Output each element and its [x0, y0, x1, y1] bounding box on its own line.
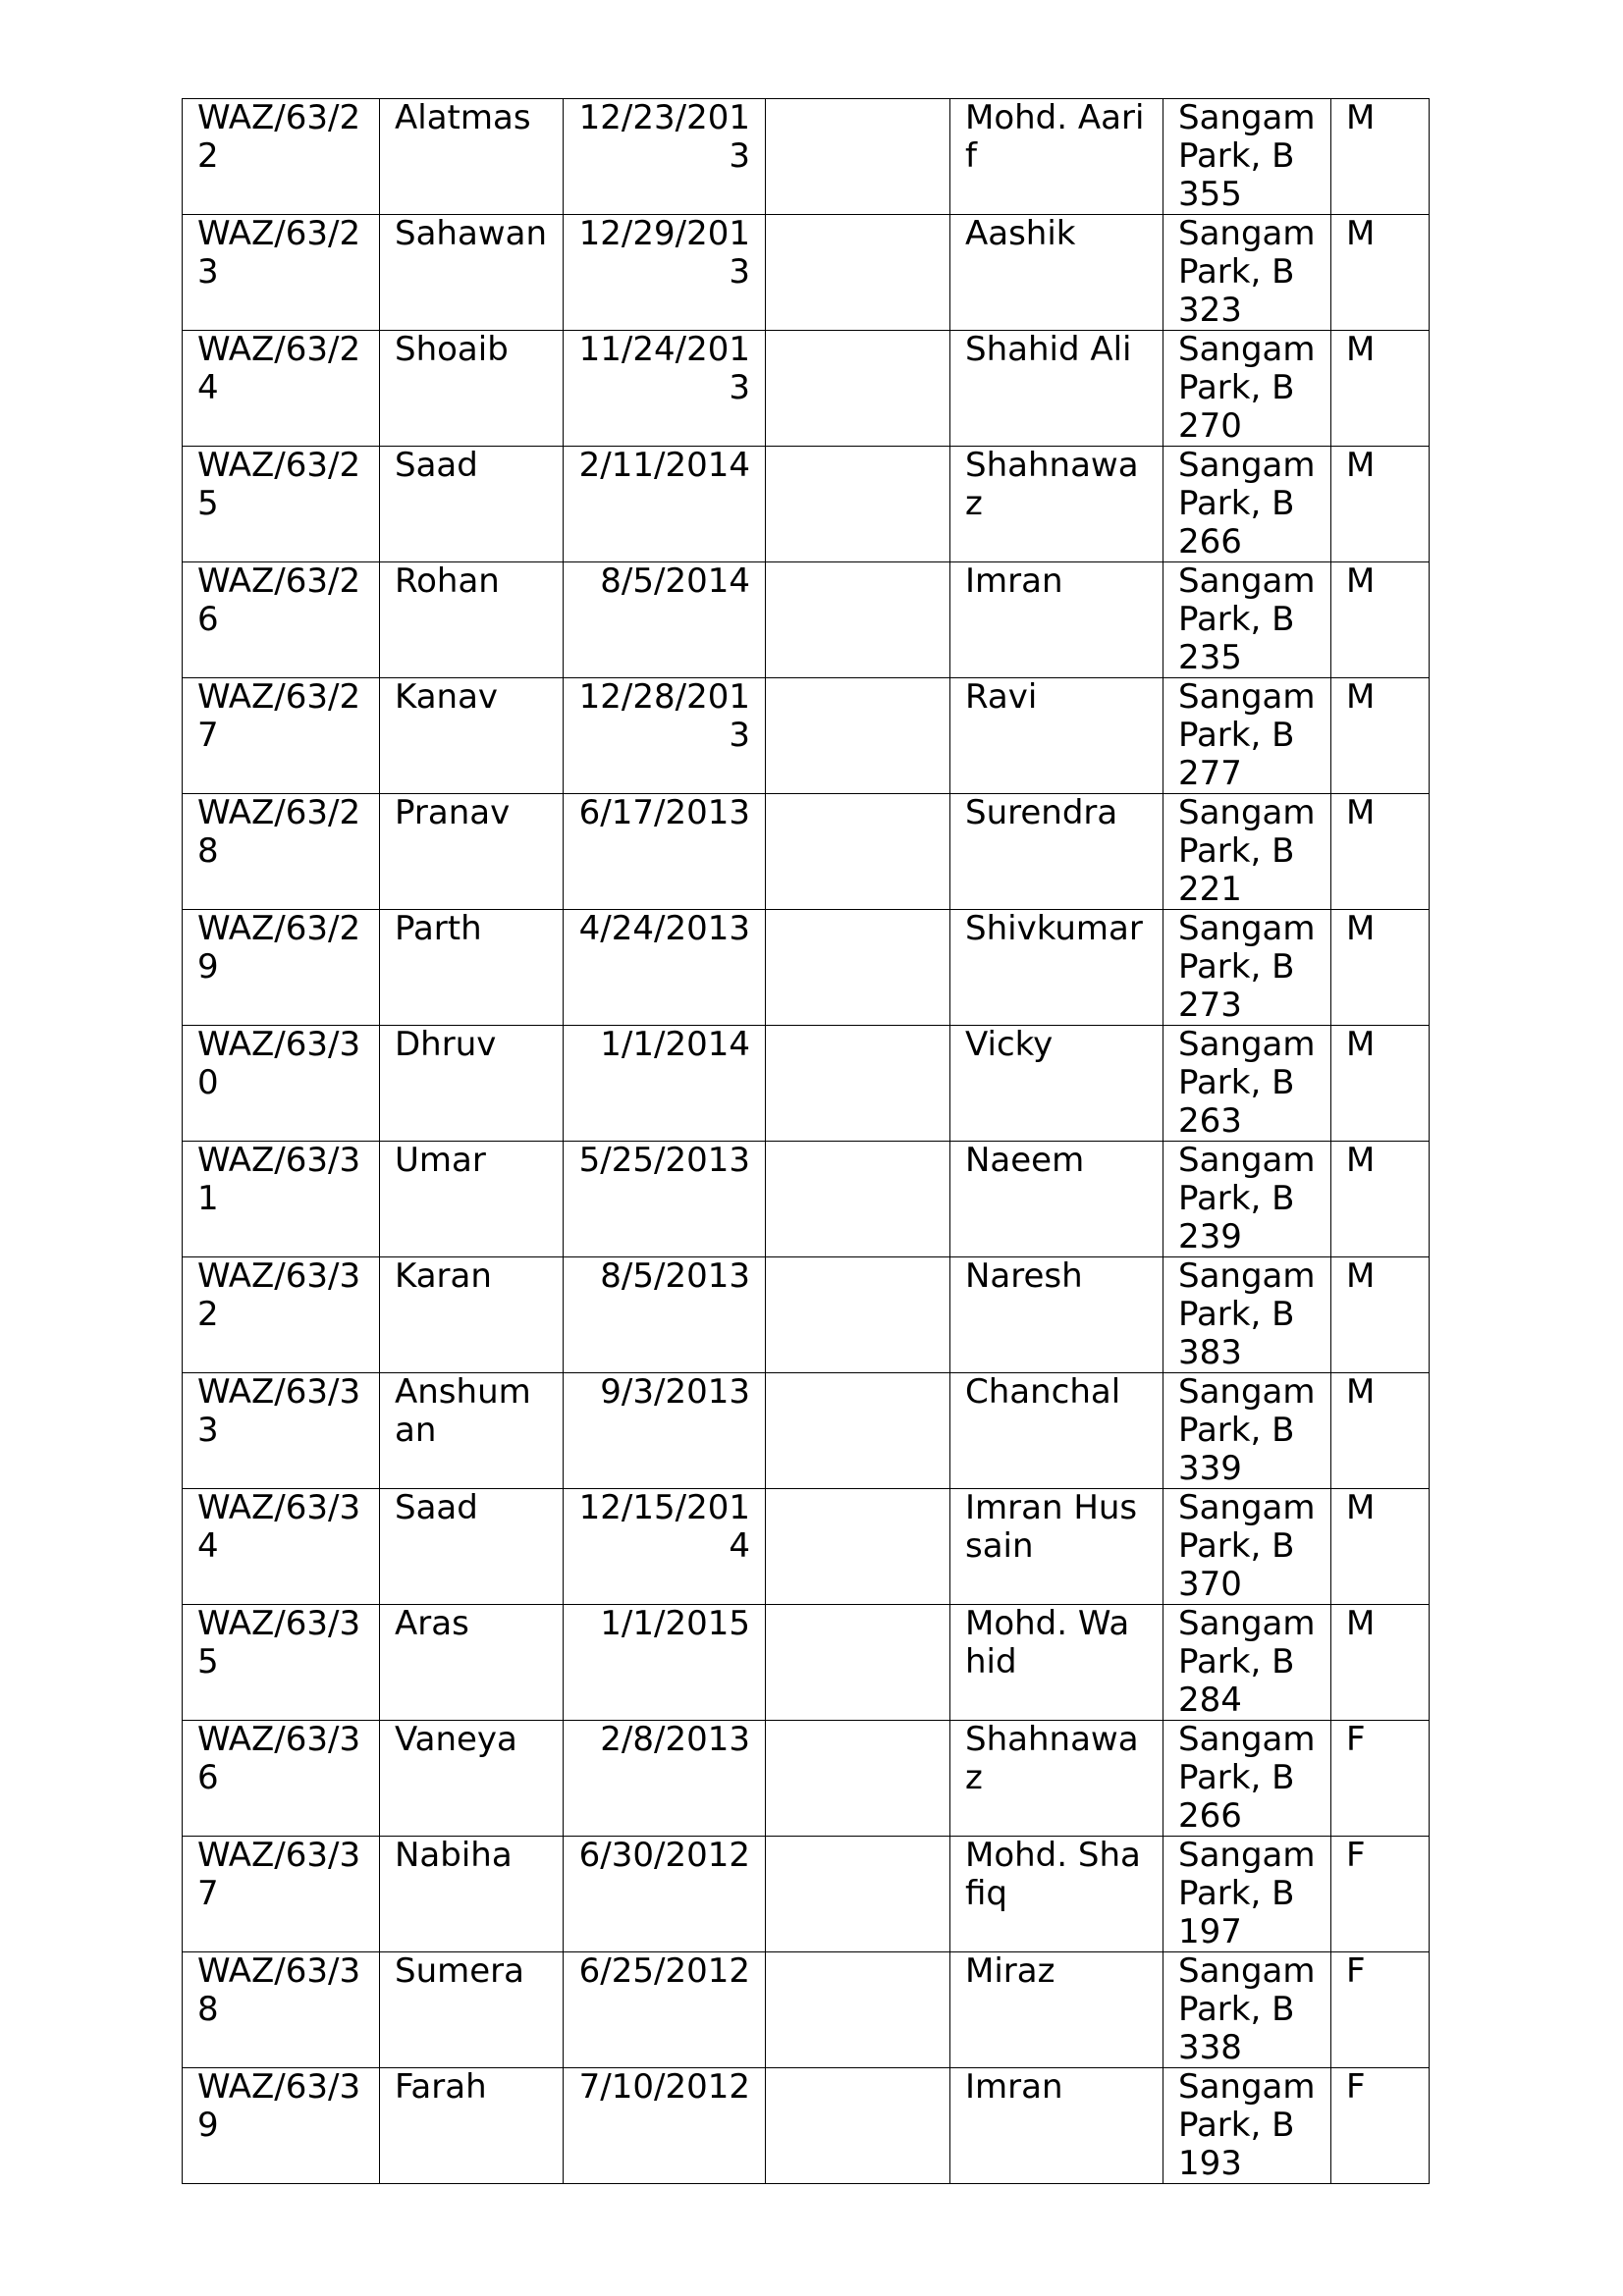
- table-row: [183, 794, 1430, 910]
- father-name-cell: Vicky: [950, 1026, 1163, 1142]
- date-of-birth-cell: 6/25/2012: [564, 1952, 766, 2068]
- records-table-body: [183, 99, 1430, 2184]
- empty-cell: [766, 99, 950, 215]
- gender-cell: F: [1331, 1721, 1430, 1837]
- child-name-cell: Umar: [380, 1142, 564, 1257]
- empty-cell: [766, 1952, 950, 2068]
- record-id-cell: WAZ/63/26: [183, 562, 380, 678]
- record-id-cell: WAZ/63/37: [183, 1837, 380, 1952]
- father-name-cell: Mohd. Shafiq: [950, 1837, 1163, 1952]
- record-id-cell: WAZ/63/23: [183, 215, 380, 331]
- child-name-cell: Aras: [380, 1605, 564, 1721]
- record-id-cell: WAZ/63/38: [183, 1952, 380, 2068]
- empty-cell: [766, 1142, 950, 1257]
- father-name-cell: Shahnawaz: [950, 447, 1163, 562]
- table-row: [183, 562, 1430, 678]
- record-id-cell: WAZ/63/25: [183, 447, 380, 562]
- child-name-cell: Saad: [380, 447, 564, 562]
- date-of-birth-cell: 11/24/2013: [564, 331, 766, 447]
- father-name-cell: Imran: [950, 562, 1163, 678]
- empty-cell: [766, 1721, 950, 1837]
- father-name-cell: Naeem: [950, 1142, 1163, 1257]
- address-cell: Sangam Park, B193: [1163, 2068, 1331, 2184]
- empty-cell: [766, 215, 950, 331]
- address-cell: Sangam Park, B266: [1163, 1721, 1331, 1837]
- date-of-birth-cell: 12/23/2013: [564, 99, 766, 215]
- empty-cell: [766, 1837, 950, 1952]
- gender-cell: M: [1331, 562, 1430, 678]
- record-id-cell: WAZ/63/30: [183, 1026, 380, 1142]
- date-of-birth-cell: 4/24/2013: [564, 910, 766, 1026]
- date-of-birth-cell: 9/3/2013: [564, 1373, 766, 1489]
- empty-cell: [766, 1605, 950, 1721]
- record-id-cell: WAZ/63/22: [183, 99, 380, 215]
- gender-cell: F: [1331, 1952, 1430, 2068]
- address-cell: Sangam Park, B383: [1163, 1257, 1331, 1373]
- father-name-cell: Mohd. Wahid: [950, 1605, 1163, 1721]
- child-name-cell: Sumera: [380, 1952, 564, 2068]
- table-row: [183, 1605, 1430, 1721]
- gender-cell: M: [1331, 910, 1430, 1026]
- father-name-cell: Miraz: [950, 1952, 1163, 2068]
- father-name-cell: Shahid Ali: [950, 331, 1163, 447]
- gender-cell: F: [1331, 1837, 1430, 1952]
- gender-cell: M: [1331, 331, 1430, 447]
- table-row: [183, 99, 1430, 215]
- father-name-cell: Surendra: [950, 794, 1163, 910]
- date-of-birth-cell: 1/1/2014: [564, 1026, 766, 1142]
- empty-cell: [766, 794, 950, 910]
- empty-cell: [766, 1257, 950, 1373]
- date-of-birth-cell: 6/17/2013: [564, 794, 766, 910]
- father-name-cell: Chanchal: [950, 1373, 1163, 1489]
- empty-cell: [766, 1373, 950, 1489]
- table-row: [183, 331, 1430, 447]
- address-cell: Sangam Park, B270: [1163, 331, 1331, 447]
- child-name-cell: Saad: [380, 1489, 564, 1605]
- father-name-cell: Ravi: [950, 678, 1163, 794]
- record-id-cell: WAZ/63/29: [183, 910, 380, 1026]
- father-name-cell: Imran: [950, 2068, 1163, 2184]
- father-name-cell: Mohd. Aarif: [950, 99, 1163, 215]
- empty-cell: [766, 447, 950, 562]
- date-of-birth-cell: 8/5/2014: [564, 562, 766, 678]
- child-name-cell: Anshuman: [380, 1373, 564, 1489]
- table-row: [183, 1837, 1430, 1952]
- gender-cell: F: [1331, 2068, 1430, 2184]
- child-name-cell: Shoaib: [380, 331, 564, 447]
- record-id-cell: WAZ/63/36: [183, 1721, 380, 1837]
- address-cell: Sangam Park, B284: [1163, 1605, 1331, 1721]
- child-name-cell: Sahawan: [380, 215, 564, 331]
- gender-cell: M: [1331, 1605, 1430, 1721]
- gender-cell: M: [1331, 1373, 1430, 1489]
- table-row: [183, 2068, 1430, 2184]
- record-id-cell: WAZ/63/35: [183, 1605, 380, 1721]
- date-of-birth-cell: 12/15/2014: [564, 1489, 766, 1605]
- date-of-birth-cell: 2/11/2014: [564, 447, 766, 562]
- address-cell: Sangam Park, B266: [1163, 447, 1331, 562]
- record-id-cell: WAZ/63/39: [183, 2068, 380, 2184]
- date-of-birth-cell: 2/8/2013: [564, 1721, 766, 1837]
- record-id-cell: WAZ/63/34: [183, 1489, 380, 1605]
- empty-cell: [766, 2068, 950, 2184]
- gender-cell: M: [1331, 678, 1430, 794]
- table-row: [183, 1952, 1430, 2068]
- address-cell: Sangam Park, B273: [1163, 910, 1331, 1026]
- table-row: [183, 215, 1430, 331]
- date-of-birth-cell: 6/30/2012: [564, 1837, 766, 1952]
- date-of-birth-cell: 1/1/2015: [564, 1605, 766, 1721]
- empty-cell: [766, 678, 950, 794]
- child-name-cell: Dhruv: [380, 1026, 564, 1142]
- address-cell: Sangam Park, B221: [1163, 794, 1331, 910]
- address-cell: Sangam Park, B235: [1163, 562, 1331, 678]
- empty-cell: [766, 1026, 950, 1142]
- address-cell: Sangam Park, B339: [1163, 1373, 1331, 1489]
- table-row: [183, 1142, 1430, 1257]
- gender-cell: M: [1331, 794, 1430, 910]
- table-row: [183, 1721, 1430, 1837]
- date-of-birth-cell: 12/28/2013: [564, 678, 766, 794]
- gender-cell: M: [1331, 1026, 1430, 1142]
- child-name-cell: Karan: [380, 1257, 564, 1373]
- table-row: [183, 447, 1430, 562]
- record-id-cell: WAZ/63/28: [183, 794, 380, 910]
- table-row: [183, 678, 1430, 794]
- child-name-cell: Alatmas: [380, 99, 564, 215]
- gender-cell: M: [1331, 1142, 1430, 1257]
- address-cell: Sangam Park, B277: [1163, 678, 1331, 794]
- gender-cell: M: [1331, 1489, 1430, 1605]
- gender-cell: M: [1331, 215, 1430, 331]
- address-cell: Sangam Park, B338: [1163, 1952, 1331, 2068]
- father-name-cell: Shivkumar: [950, 910, 1163, 1026]
- empty-cell: [766, 910, 950, 1026]
- child-name-cell: Rohan: [380, 562, 564, 678]
- father-name-cell: Imran Hussain: [950, 1489, 1163, 1605]
- date-of-birth-cell: 7/10/2012: [564, 2068, 766, 2184]
- records-table: [182, 98, 1430, 2184]
- table-row: [183, 1257, 1430, 1373]
- table-row: [183, 1026, 1430, 1142]
- date-of-birth-cell: 12/29/2013: [564, 215, 766, 331]
- child-name-cell: Pranav: [380, 794, 564, 910]
- address-cell: Sangam Park, B370: [1163, 1489, 1331, 1605]
- empty-cell: [766, 331, 950, 447]
- gender-cell: M: [1331, 447, 1430, 562]
- record-id-cell: WAZ/63/27: [183, 678, 380, 794]
- date-of-birth-cell: 8/5/2013: [564, 1257, 766, 1373]
- address-cell: Sangam Park, B355: [1163, 99, 1331, 215]
- date-of-birth-cell: 5/25/2013: [564, 1142, 766, 1257]
- gender-cell: M: [1331, 1257, 1430, 1373]
- child-name-cell: Nabiha: [380, 1837, 564, 1952]
- table-row: [183, 910, 1430, 1026]
- record-id-cell: WAZ/63/31: [183, 1142, 380, 1257]
- child-name-cell: Vaneya: [380, 1721, 564, 1837]
- gender-cell: M: [1331, 99, 1430, 215]
- address-cell: Sangam Park, B323: [1163, 215, 1331, 331]
- record-id-cell: WAZ/63/32: [183, 1257, 380, 1373]
- father-name-cell: Naresh: [950, 1257, 1163, 1373]
- father-name-cell: Aashik: [950, 215, 1163, 331]
- address-cell: Sangam Park, B197: [1163, 1837, 1331, 1952]
- empty-cell: [766, 1489, 950, 1605]
- child-name-cell: Kanav: [380, 678, 564, 794]
- empty-cell: [766, 562, 950, 678]
- father-name-cell: Shahnawaz: [950, 1721, 1163, 1837]
- record-id-cell: WAZ/63/33: [183, 1373, 380, 1489]
- table-row: [183, 1489, 1430, 1605]
- record-id-cell: WAZ/63/24: [183, 331, 380, 447]
- child-name-cell: Parth: [380, 910, 564, 1026]
- child-name-cell: Farah: [380, 2068, 564, 2184]
- table-row: [183, 1373, 1430, 1489]
- address-cell: Sangam Park, B239: [1163, 1142, 1331, 1257]
- address-cell: Sangam Park, B263: [1163, 1026, 1331, 1142]
